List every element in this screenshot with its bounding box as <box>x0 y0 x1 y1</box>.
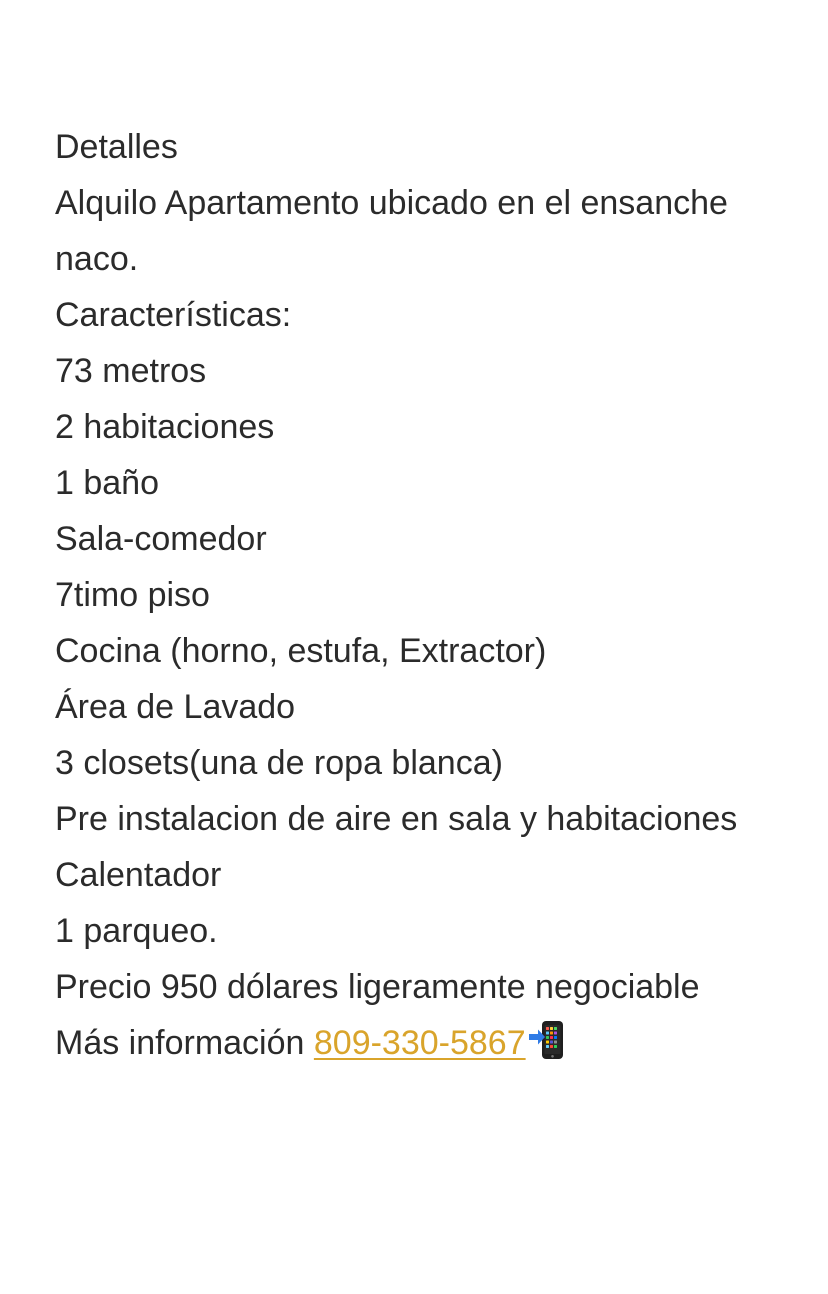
note-heading: Detalles <box>55 128 178 166</box>
note-line-size: 73 metros <box>55 352 207 390</box>
note-line-bedrooms: 2 habitaciones <box>55 408 275 446</box>
note-line-laundry: Área de Lavado <box>55 688 296 726</box>
note-line-living-dining: Sala-comedor <box>55 520 267 558</box>
note-body <box>55 119 775 1071</box>
note-line-features-label: Características: <box>55 296 292 334</box>
note-line-water-heater: Calentador <box>55 856 222 894</box>
note-line-contact <box>55 1015 775 1071</box>
phone-number-link[interactable]: 809-330-5867 <box>313 1024 526 1062</box>
mobile-phone-with-arrow-icon <box>528 1020 568 1060</box>
note-line-floor: 7timo piso <box>55 576 210 614</box>
note-line-parking: 1 parqueo. <box>55 912 218 950</box>
note-line-description: Alquilo Apartamento ubicado en el ensanche naco. <box>55 184 728 278</box>
note-line-closets: 3 closets(una de ropa blanca) <box>55 744 503 782</box>
note-line-air-conditioning: Pre instalacion de aire en sala y habitaciones <box>55 800 738 838</box>
note-line-kitchen: Cocina (horno, estufa, Extractor) <box>55 632 547 670</box>
contact-prefix: Más información <box>55 1024 314 1062</box>
note-line-price: Precio 950 dólares ligeramente negociable <box>55 968 700 1006</box>
note-line-bathroom: 1 baño <box>55 464 159 502</box>
